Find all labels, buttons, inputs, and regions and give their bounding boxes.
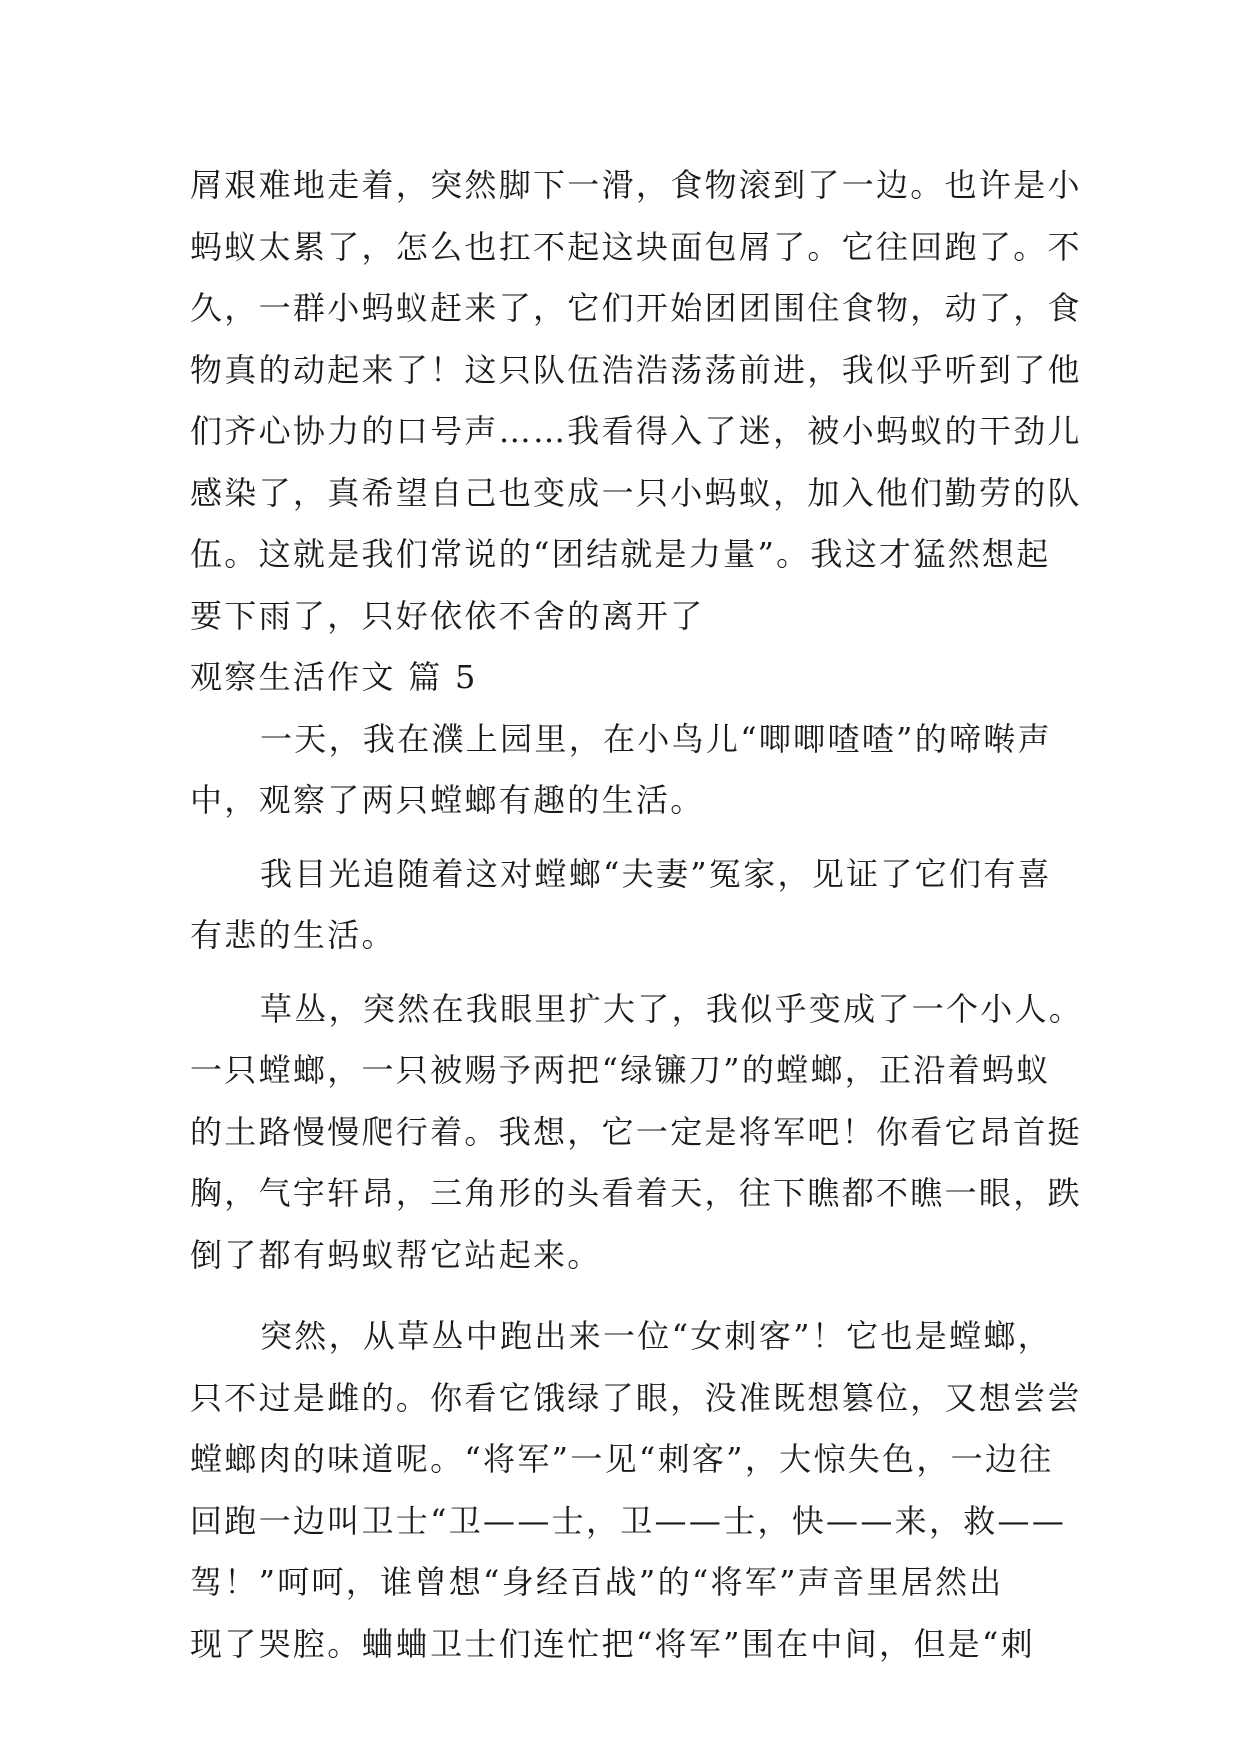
text-line: 我目光追随着这对螳螂“夫妻”冤家，见证了它们有喜	[260, 854, 1052, 893]
section-title: 观察生活作文 篇 5	[190, 658, 478, 696]
text-line: 的土路慢慢爬行着。我想，它一定是将军吧！你看它昂首挺	[190, 1112, 1082, 1151]
text-line: 物真的动起来了！这只队伍浩浩荡荡前进，我似乎听到了他	[190, 350, 1082, 389]
text-line: 倒了都有蚂蚁帮它站起来。	[190, 1235, 602, 1274]
text-line: 一只螳螂，一只被赐予两把“绿镰刀”的螳螂，正沿着蚂蚁	[190, 1051, 1051, 1089]
text-line: 要下雨了，只好依依不舍的离开了	[190, 596, 705, 635]
document-page	[190, 155, 1084, 1675]
text-line: 只不过是雌的。你看它饿绿了眼，没准既想篡位，又想尝尝	[190, 1378, 1082, 1417]
text-line: 伍。这就是我们常说的“团结就是力量”。我这才猛然想起	[190, 535, 1051, 573]
text-line: 回跑一边叫卫士“卫——士，卫——士，快——来，救——	[190, 1501, 1067, 1540]
text-line: 屑艰难地走着，突然脚下一滑，食物滚到了一边。也许是小	[190, 166, 1082, 204]
text-line: 胸，气宇轩昂，三角形的头看着天，往下瞧都不瞧一眼，跌	[190, 1174, 1082, 1212]
text-line: 一天，我在濮上园里，在小鸟儿“唧唧喳喳”的啼啭声	[260, 719, 1052, 758]
paragraph	[190, 979, 1084, 1287]
text-line: 驾！”呵呵，谁曾想“身经百战”的“将军”声音里居然出	[190, 1563, 1004, 1601]
text-line: 突然，从草丛中跑出来一位“女刺客”！它也是螳螂，	[260, 1317, 1052, 1355]
text-line: 蚂蚁太累了，怎么也扛不起这块面包屑了。它往回跑了。不	[190, 227, 1082, 266]
text-line: 中，观察了两只螳螂有趣的生活。	[190, 781, 705, 819]
text-line: 们齐心协力的口号声……我看得入了迷，被小蚂蚁的干劲儿	[190, 412, 1082, 450]
text-line: 久，一群小蚂蚁赶来了，它们开始团团围住食物，动了，食	[190, 289, 1082, 327]
paragraph	[190, 844, 1070, 967]
paragraph	[190, 709, 1070, 832]
text-line: 现了哭腔。蛐蛐卫士们连忙把“将军”围在中间，但是“刺	[190, 1624, 1035, 1663]
text-line: 有悲的生活。	[190, 916, 396, 954]
text-line: 感染了，真希望自己也变成一只小蚂蚁，加入他们勤劳的队	[190, 473, 1082, 512]
text-line: 螳螂肉的味道呢。“将军”一见“刺客”，大惊失色，一边往	[190, 1440, 1054, 1478]
continued-paragraph	[190, 155, 1082, 647]
text-line: 草丛，突然在我眼里扩大了，我似乎变成了一个小人。	[260, 989, 1084, 1028]
paragraph	[190, 1306, 1082, 1675]
